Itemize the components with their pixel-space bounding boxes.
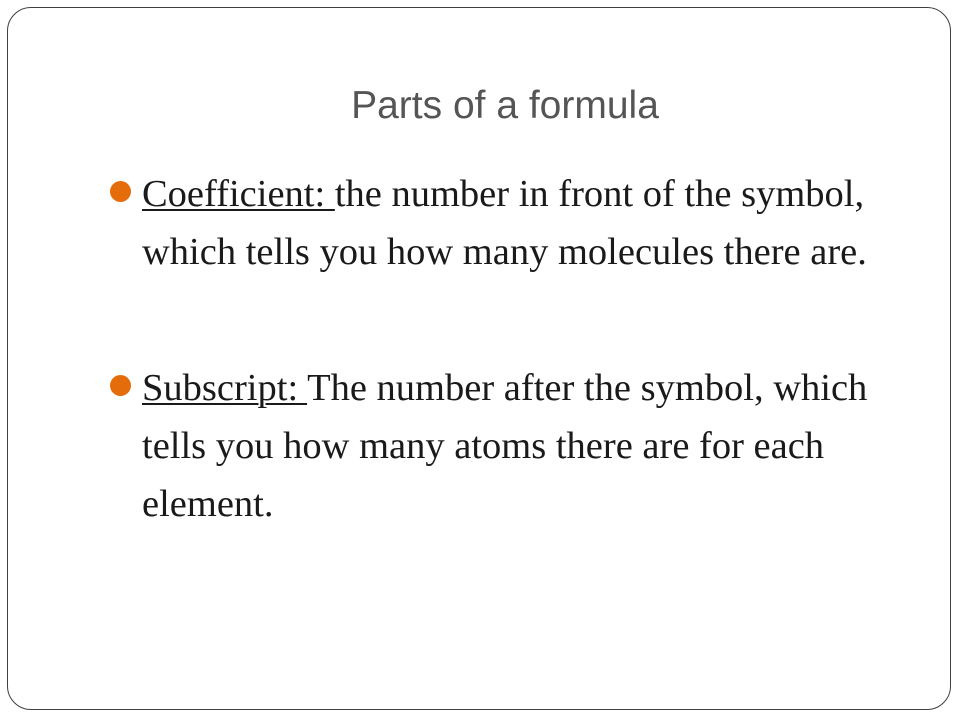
slide-title: Parts of a formula [351, 84, 659, 127]
bullet-term: Coefficient: [142, 173, 335, 215]
bullet-dot-icon [110, 375, 131, 396]
bullet-text: The number after the symbol, which tells you how many atoms there are for each element. [142, 367, 868, 525]
bullet-list [110, 165, 900, 533]
bullet-dot-icon [110, 181, 131, 202]
bullet-item-coefficient [110, 165, 900, 281]
bullet-text: the number in front of the symbol, which tells you how many molecules there are. [142, 173, 867, 273]
bullet-item-subscript [110, 359, 900, 533]
bullet-term: Subscript: [142, 367, 308, 409]
